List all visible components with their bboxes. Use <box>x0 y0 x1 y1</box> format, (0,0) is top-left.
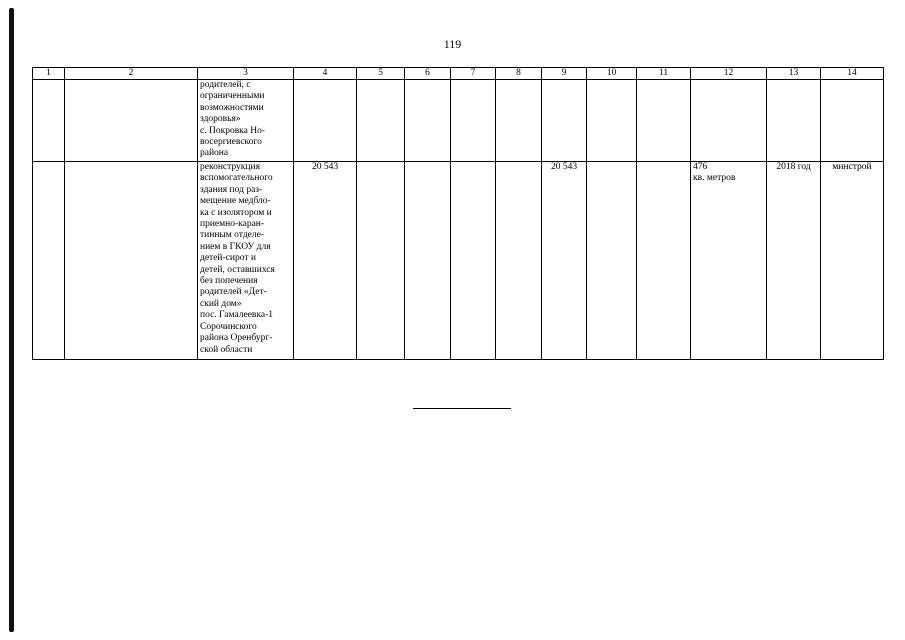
cost-cell: 20 543 <box>542 162 587 360</box>
table-cell <box>451 80 496 162</box>
capacity-cell: 476 кв. метров <box>691 162 767 360</box>
object-description: родителей, с ограниченными возможностями здоровья» с. Покровка Но- восергиевского района <box>198 80 294 162</box>
page-number: 119 <box>443 37 462 51</box>
col-header-11: 11 <box>637 68 691 80</box>
table-cell <box>294 80 357 162</box>
col-header-3: 3 <box>198 68 294 80</box>
table-cell <box>496 80 542 162</box>
total-cost-cell: 20 543 <box>294 162 357 360</box>
table-cell <box>542 80 587 162</box>
col-header-6: 6 <box>405 68 451 80</box>
table-row <box>33 80 884 162</box>
table-cell <box>691 80 767 162</box>
col-header-13: 13 <box>767 68 821 80</box>
table-cell <box>821 80 884 162</box>
table-cell <box>33 80 65 162</box>
col-header-4: 4 <box>294 68 357 80</box>
table-cell <box>33 162 65 360</box>
table-cell <box>405 162 451 360</box>
col-header-5: 5 <box>357 68 405 80</box>
table-row <box>33 162 884 360</box>
table-cell <box>637 162 691 360</box>
table-cell <box>65 162 198 360</box>
table-cell <box>451 162 496 360</box>
year-cell: 2018 год <box>767 162 821 360</box>
table-cell <box>587 80 637 162</box>
col-header-1: 1 <box>33 68 65 80</box>
object-description: реконструкция вспомогательного здания под раз- мещение медбло- ка с изолятором и приемно-каран- тинным отделе- нием в ГКОУ для детей-сирот и детей, оставшихся без попечения родителей «Дет- ский дом» пос. Гамалеевка-1 Сорочинского района Оренбург- ской области <box>198 162 294 360</box>
responsible-cell: минстрой <box>821 162 884 360</box>
binding-edge <box>9 8 14 632</box>
end-divider <box>413 408 511 409</box>
table-cell <box>65 80 198 162</box>
col-header-9: 9 <box>542 68 587 80</box>
col-header-14: 14 <box>821 68 884 80</box>
col-header-8: 8 <box>496 68 542 80</box>
col-header-2: 2 <box>65 68 198 80</box>
table-cell <box>637 80 691 162</box>
table-cell <box>496 162 542 360</box>
header-row <box>33 68 884 80</box>
table-cell <box>587 162 637 360</box>
col-header-10: 10 <box>587 68 637 80</box>
table-cell <box>405 80 451 162</box>
col-header-12: 12 <box>691 68 767 80</box>
data-table <box>32 67 884 360</box>
col-header-7: 7 <box>451 68 496 80</box>
table-cell <box>357 162 405 360</box>
table-cell <box>767 80 821 162</box>
table-cell <box>357 80 405 162</box>
